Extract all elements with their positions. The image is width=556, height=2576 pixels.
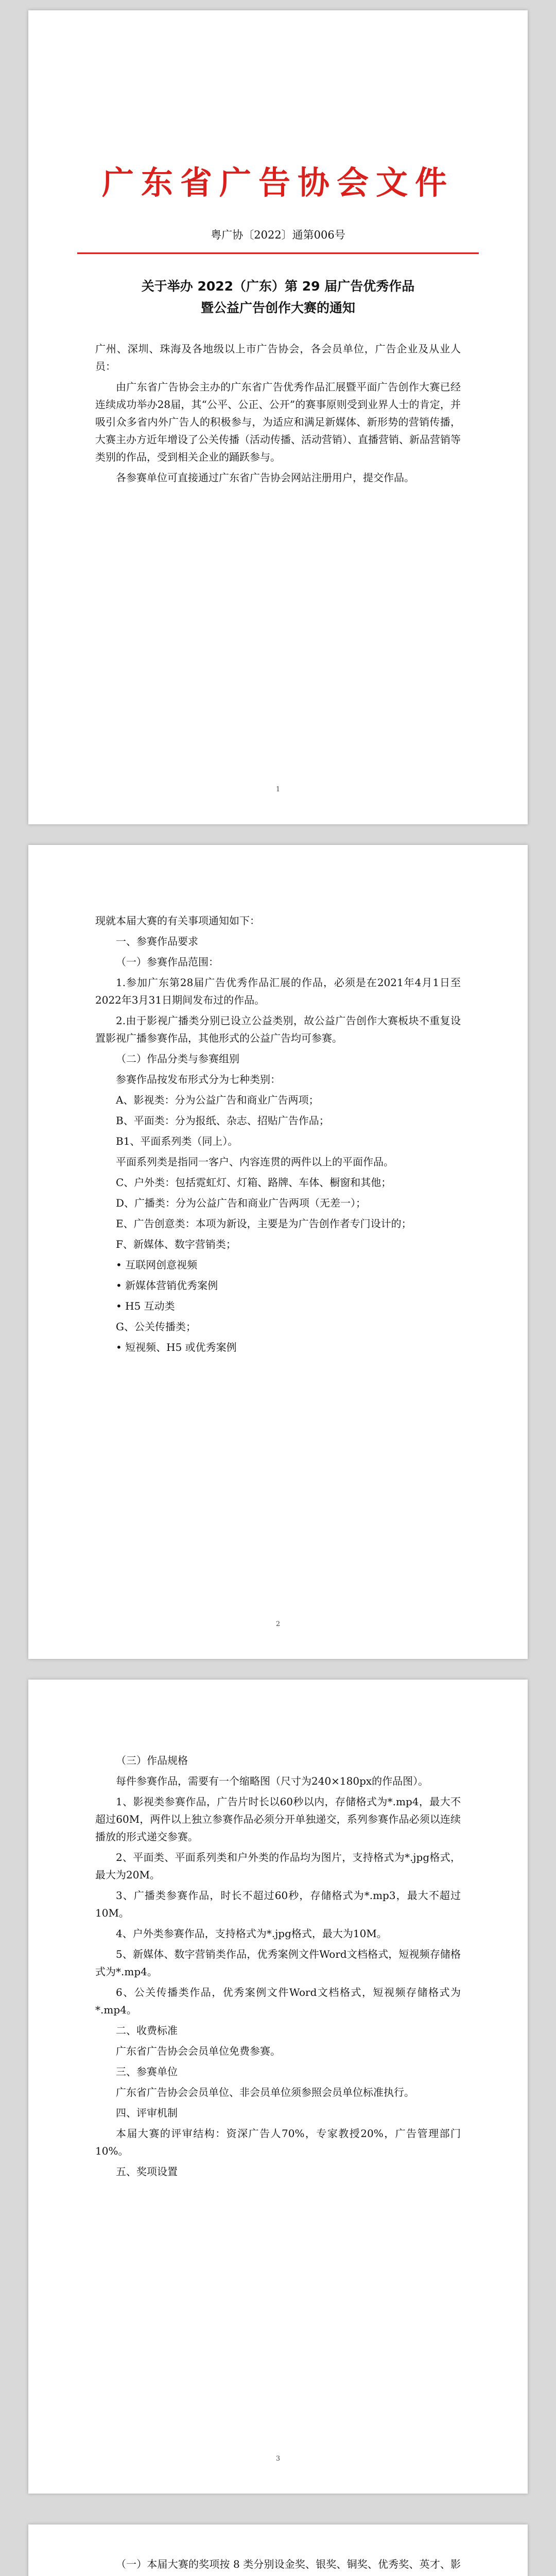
paragraph: 6、公关传播类作品，优秀案例文件Word文档格式，短视频存储格式为*.mp4。: [95, 1986, 461, 2016]
document-header-title: 广东省广告协会文件: [101, 164, 454, 201]
paragraph: B、平面类：分为报纸、杂志、招贴广告作品；: [116, 1114, 329, 1127]
notice-title-line-1: 关于举办 2022（广东）第 29 届广告优秀作品: [141, 279, 415, 294]
page-number: 3: [275, 2455, 281, 2463]
section-heading: 三、参赛单位: [116, 2065, 178, 2078]
paragraph: 1.参加广东第28届广告优秀作品汇展的作品，必须是在2021年4月1日至2022年3月31日期间发布过的作品。: [95, 976, 461, 1006]
document-page-3: [28, 1680, 528, 2494]
page-2-body: [95, 912, 461, 1359]
paragraph: • 短视频、H5 或优秀案例: [116, 1341, 237, 1353]
paragraph: 5、新媒体、数字营销类作品，优秀案例文件Word文档格式，短视频存储格式为*.mp4。: [95, 1948, 461, 1978]
paragraph: C、户外类：包括霓虹灯、灯箱、路牌、车体、橱窗和其他；: [116, 1176, 392, 1189]
paragraph: 每件参赛作品，需要有一个缩略图（尺寸为240×180px的作品图）。: [116, 1775, 429, 1787]
section-heading: 一、参赛作品要求: [116, 935, 198, 947]
page-1-body: [95, 340, 461, 489]
paragraph: （一）参赛作品范围：: [116, 956, 219, 968]
paragraph: （三）作品规格: [116, 1754, 188, 1767]
document-page-1: [28, 10, 528, 824]
paragraph: 1、影视类参赛作品，广告片时长以60秒以内，存储格式为*.mp4，最大不超过60M，两件以上独立参赛作品必须分开单独递交，系列参赛作品必须以连续播放的形式递交参赛。: [95, 1795, 461, 1843]
paragraph: • 互联网创意视频: [116, 1259, 198, 1271]
paragraph: 由广东省广告协会主办的广东省广告优秀作品汇展暨平面广告创作大赛已经连续成功举办28届，其“公平、公正、公开”的赛事原则受到业界人士的肯定，并吸引众多省内外广告人的积极参与，为适应和满足新媒体、新形势的营销传播，大赛主办方近年增设了公关传播（活动传播、活动营销）、直播营销、新品营销等类别的作品，受到相关企业的踊跃参与。: [95, 381, 461, 463]
paragraph: 平面系列类是指同一客户、内容连贯的两件以上的平面作品。: [116, 1156, 394, 1168]
paragraph: 2、平面类、平面系列类和户外类的作品均为图片，支持格式为*.jpg格式，最大为20M。: [95, 1851, 461, 1881]
paragraph: B1、平面系列类（同上）。: [116, 1135, 238, 1147]
paragraph: （一）本届大赛的奖项按 8 类分别设金奖、银奖、铜奖、优秀奖、英才、影: [116, 2558, 461, 2570]
red-divider: [77, 252, 479, 254]
paragraph: • H5 互动类: [116, 1300, 175, 1312]
paragraph: E、广告创意类：本项为新设，主要是为广告创作者专门设计的；: [116, 1217, 412, 1230]
paragraph: 参赛作品按发布形式分为七种类别：: [116, 1073, 281, 1086]
document-page-4: [28, 2524, 528, 2576]
paragraph: • 新媒体营销优秀案例: [116, 1279, 218, 1292]
paragraph: G、公关传播类；: [116, 1320, 196, 1333]
document-number: 粤广协〔2022〕通第006号: [211, 229, 345, 241]
section-heading: 四、评审机制: [116, 2107, 178, 2119]
paragraph: A、影视类：分为公益广告和商业广告两项；: [116, 1094, 319, 1106]
page-number: 1: [275, 786, 281, 793]
document-page-2: [28, 845, 528, 1659]
paragraph: 广东省广告协会会员单位免费参赛。: [116, 2045, 281, 2057]
paragraph: F、新媒体、数字营销类；: [116, 1238, 236, 1250]
paragraph: 现就本届大赛的有关事项通知如下：: [95, 914, 260, 927]
notice-title-line-2: 暨公益广告创作大赛的通知: [200, 300, 355, 315]
paragraph: 各参赛单位可直接通过广东省广告协会网站注册用户，提交作品。: [116, 471, 414, 484]
section-heading: 五、奖项设置: [116, 2165, 178, 2178]
paragraph: （二）作品分类与参赛组别: [116, 1053, 239, 1065]
page-number: 2: [275, 1620, 281, 1628]
paragraph: 2.由于影视广播类分别已设立公益类别，故公益广告创作大赛板块不重复设置影视广播参赛作品，其他形式的公益广告均可参赛。: [95, 1014, 461, 1044]
page-4-body: [95, 2555, 461, 2576]
paragraph: D、广播类：分为公益广告和商业广告两项（无差一）；: [116, 1197, 367, 1209]
paragraph: 广东省广告协会会员单位、非会员单位须参照会员单位标准执行。: [116, 2086, 414, 2098]
section-heading: 二、收费标准: [116, 2024, 178, 2037]
paragraph: 广州、深圳、珠海及各地级以上市广告协会，各会员单位，广告企业及从业人员：: [95, 343, 461, 372]
paragraph: 本届大赛的评审结构：资深广告人70%，专家教授20%，广告管理部门10%。: [95, 2127, 461, 2157]
paragraph: 4、户外类参赛作品，支持格式为*.jpg格式，最大为10M。: [116, 1927, 387, 1940]
page-3-body: [95, 1752, 461, 2183]
notice-title: [95, 276, 461, 319]
paragraph: 3、广播类参赛作品，时长不超过60秒，存储格式为*.mp3，最大不超过10M。: [95, 1889, 461, 1919]
